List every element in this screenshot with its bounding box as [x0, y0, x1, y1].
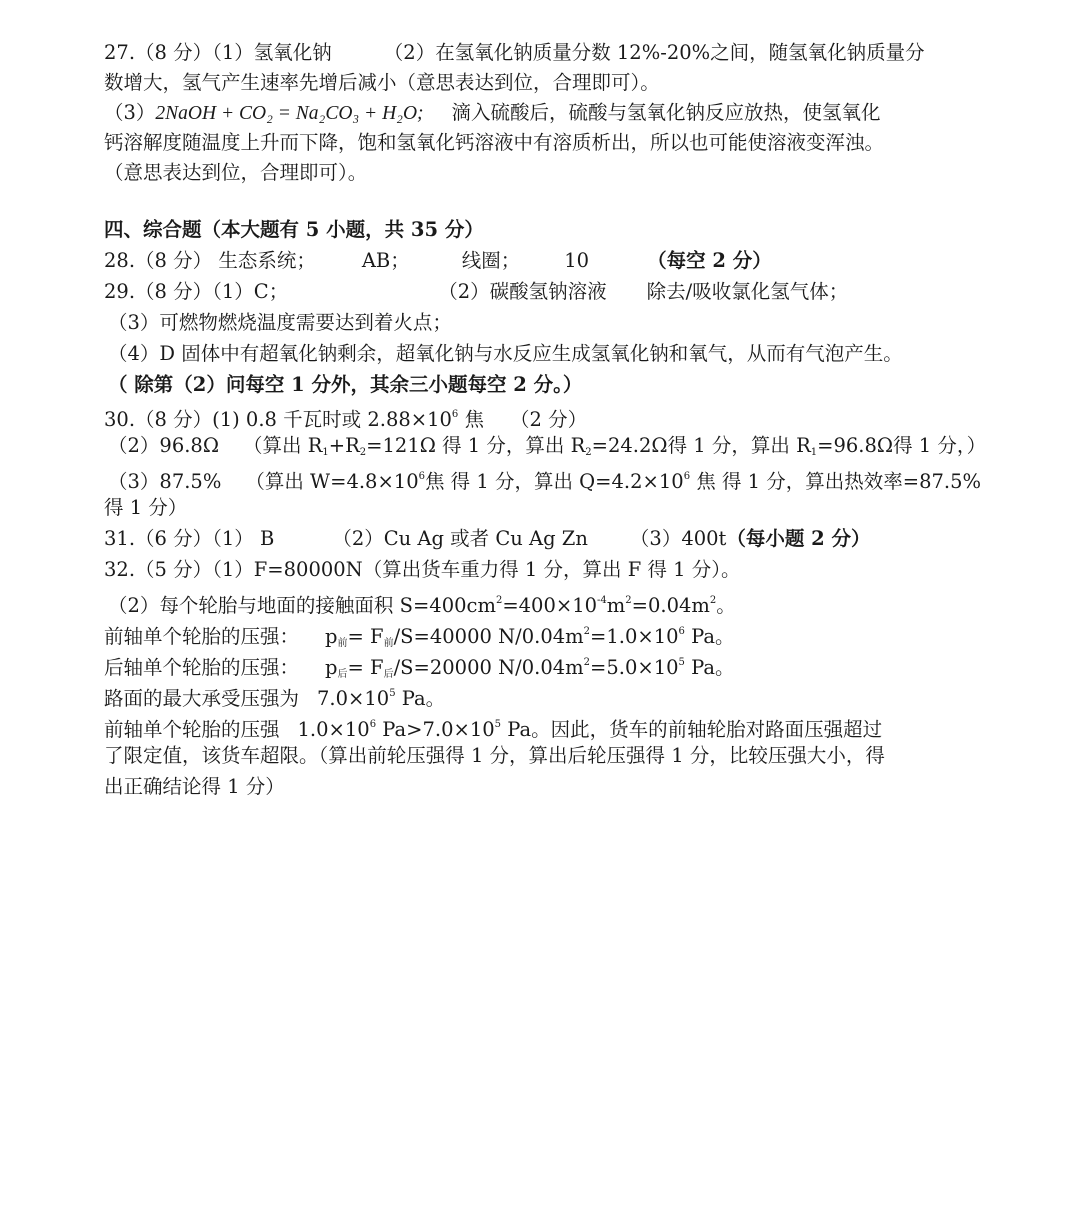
q28-d: 10	[564, 249, 590, 272]
q32-rear-p: p	[325, 656, 338, 679]
q30-sub-2: 2	[359, 447, 367, 458]
q30-score-1: （2 分）	[510, 408, 588, 431]
q32-rear-unit: Pa。	[684, 656, 735, 679]
q27-part1: 27.（8 分）（1）氢氧化钠	[104, 41, 332, 64]
q32-max-unit: Pa。	[395, 687, 446, 710]
q32-exp-a: 2	[495, 595, 503, 606]
q32-t2f: 。	[716, 594, 736, 617]
q30-text-1b: 焦	[458, 408, 484, 431]
q30-t2b: （算出 R	[243, 434, 323, 457]
q32-compare-exp-1: 6	[369, 719, 377, 730]
q32-exp-c: 2	[625, 595, 632, 606]
q32-rear-exp-2: 5	[678, 657, 685, 668]
q27-equation: 2NaOH + CO₂ = Na₂CO₃ + H₂O;	[155, 103, 424, 124]
q30-t3b: （算出 W=4.8×10	[245, 470, 419, 493]
q32-max-label: 路面的最大承受压强为	[104, 687, 300, 710]
q32-t2c: m	[606, 594, 626, 617]
q27-line-3	[104, 98, 881, 129]
q30-t3d: 焦 得 1 分，算出热效率=87.5%	[690, 470, 982, 493]
q32-line-8: 出正确结论得 1 分）	[104, 775, 285, 798]
q27-part3-text: 滴入硫酸后，硫酸与氢氧化钠反应放热，使氢氧化	[451, 101, 881, 124]
q30-sub-4: 1	[810, 447, 818, 458]
q32-line-7: 了限定值，该货车超限。（算出前轮压强得 1 分，算出后轮压强得 1 分，比较压强大小，得	[104, 744, 885, 767]
q32-rear-eq: = F	[347, 656, 384, 679]
q32-t2b: =400×10	[502, 594, 598, 617]
q29-b: （2）碳酸氢钠溶液	[438, 280, 607, 303]
q28-a: 28.（8 分） 生态系统；	[104, 249, 316, 272]
q31-a: 31.（6 分）（1） B	[104, 527, 275, 550]
q31-score-note: （每小题 2 分）	[726, 527, 871, 550]
q32-line-5	[104, 679, 445, 714]
q32-compare-label: 前轴单个轮胎的压强	[104, 718, 280, 741]
q32-compare-mid: Pa>7.0×10	[376, 718, 495, 741]
q27-line-2: 数增大，氢气产生速率先增后减小（意思表达到位，合理即可）。	[104, 71, 660, 94]
q32-front-f-sub: 前	[383, 638, 394, 649]
q32-max-val: 7.0×10	[317, 687, 390, 710]
q28-score-note: （每空 2 分）	[647, 249, 772, 272]
q28-line	[104, 246, 772, 276]
q31-b: （2）Cu Ag 或者 Cu Ag Zn	[332, 527, 588, 550]
q32-rear-p-sub: 后	[337, 669, 348, 680]
q30-line-4: 得 1 分）	[104, 496, 188, 519]
q32-compare-conclusion: Pa。因此，货车的前轴轮胎对路面压强超过	[501, 718, 883, 741]
q30-line-3	[108, 462, 981, 497]
q30-sub-1: 1	[322, 447, 329, 458]
q28-b: AB；	[361, 249, 410, 272]
q32-line-1: 32.（5 分）（1）F=80000N（算出货车重力得 1 分，算出 F 得 1 分）。	[104, 558, 741, 581]
q32-t2d: =0.04m	[631, 594, 710, 617]
q30-t2e: =24.2Ω得 1 分，算出 R	[591, 434, 811, 457]
q29-c: 除去/吸收氯化氢气体；	[646, 280, 849, 303]
q32-compare-val: 1.0×10	[297, 718, 370, 741]
q32-rear-calc: /S=20000 N/0.04m	[393, 656, 584, 679]
q32-front-exp-2: 6	[678, 626, 685, 637]
section-heading: 四、综合题（本大题有 5 小题，共 35 分）	[104, 218, 484, 241]
q30-exp-2: 6	[418, 471, 425, 482]
q27-line-1	[104, 38, 925, 68]
q32-rear-f-sub: 后	[383, 669, 394, 680]
q29-line-2: （3）可燃物燃烧温度需要达到着火点；	[108, 311, 452, 334]
q32-front-unit: Pa。	[684, 625, 735, 648]
q30-text-1: 30.（8 分）(1) 0.8 千瓦时或 2.88×10	[104, 408, 452, 431]
q30-answer-3: （3）87.5%	[108, 470, 222, 493]
q29-line-1	[104, 277, 848, 307]
q29-a: 29.（8 分）（1）C；	[104, 280, 289, 303]
q30-exp-3: 6	[683, 471, 691, 482]
q27-line-5: （意思表达到位，合理即可）。	[104, 161, 368, 184]
q32-front-label: 前轴单个轮胎的压强：	[104, 625, 300, 648]
q30-t2d: =121Ω 得 1 分，算出 R	[366, 434, 586, 457]
q32-t2a: （2）每个轮胎与地面的接触面积 S=400cm	[108, 594, 496, 617]
q32-front-p-sub: 前	[337, 638, 348, 649]
q27-part3-label: （3）	[104, 101, 156, 124]
q32-exp-d: 2	[709, 595, 717, 606]
q32-compare-exp-2: 5	[494, 719, 502, 730]
q32-front-eq: = F	[347, 625, 384, 648]
q28-c: 线圈；	[461, 249, 521, 272]
q32-rear-val: =5.0×10	[590, 656, 679, 679]
q32-front-calc: /S=40000 N/0.04m	[393, 625, 584, 648]
q32-line-2	[108, 586, 736, 621]
q31-line	[104, 524, 871, 554]
q32-max-exp: 5	[389, 688, 396, 699]
q30-sub-3: 2	[585, 447, 592, 458]
q32-front-val: =1.0×10	[590, 625, 679, 648]
q30-t2f: =96.8Ω得 1 分，）	[817, 434, 987, 457]
q32-line-6	[104, 710, 882, 745]
q29-line-3: （4）D 固体中有超氧化钠剩余，超氧化钠与水反应生成氢氧化钠和氧气，从而有气泡产生。	[108, 342, 903, 365]
q29-score-note: （ 除第（2）问每空 1 分外，其余三小题每空 2 分。）	[108, 373, 583, 396]
q30-t2c: +R	[328, 434, 360, 457]
q27-part2: （2）在氢氧化钠质量分数 12%-20%之间，随氢氧化钠质量分	[383, 41, 925, 64]
q32-front-exp-1: 2	[583, 626, 590, 637]
q30-answer-2: （2）96.8Ω	[108, 434, 219, 457]
q30-line-1	[104, 400, 587, 435]
q27-line-4: 钙溶解度随温度上升而下降，饱和氢氧化钙溶液中有溶质析出，所以也可能使溶液变浑浊。	[104, 131, 885, 154]
q30-t3c: 焦 得 1 分，算出 Q=4.2×10	[424, 470, 684, 493]
q32-rear-exp-1: 2	[583, 657, 590, 668]
q30-exp-1: 6	[451, 409, 459, 420]
q32-exp-b: -4	[597, 595, 607, 606]
q32-front-p: p	[325, 625, 338, 648]
q31-c: （3）400t	[629, 527, 727, 550]
q32-rear-label: 后轴单个轮胎的压强：	[104, 656, 300, 679]
